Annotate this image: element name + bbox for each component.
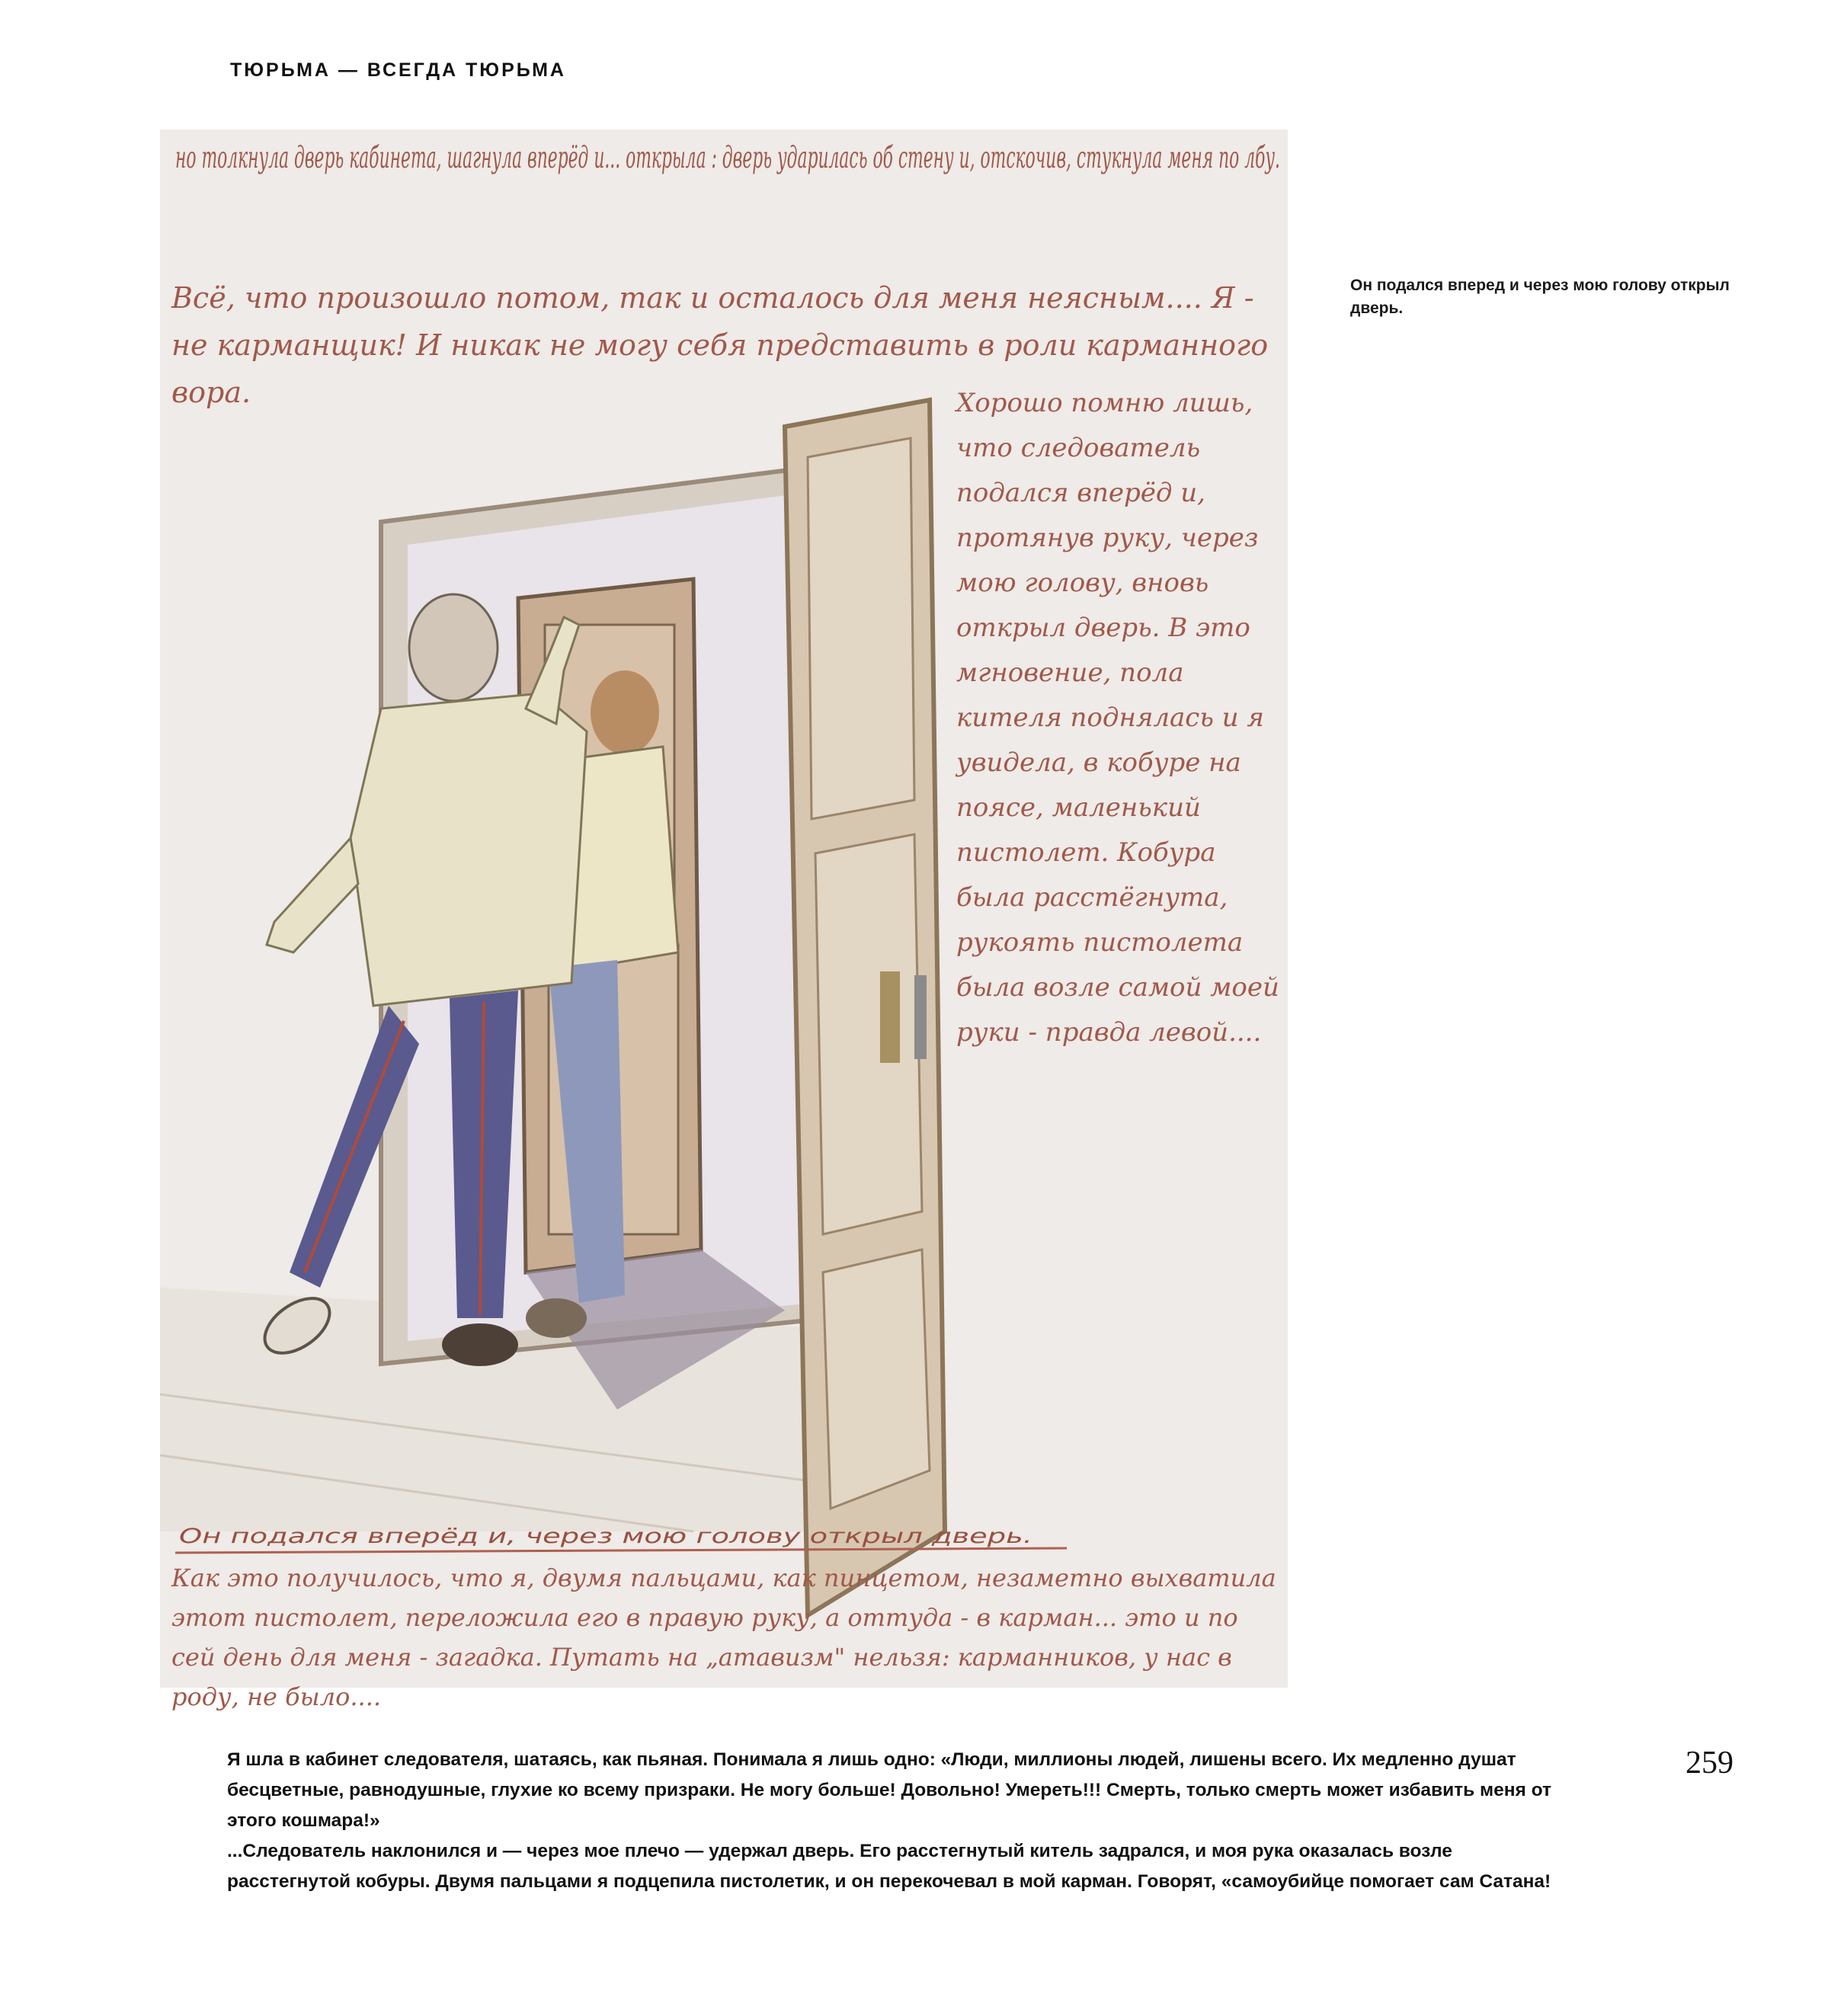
- man-head: [409, 594, 498, 701]
- handwriting-line: но толкнула дверь кабинета, шагнула вперёд и... открыла : дверь ударилась об стену и, отскочив, стукнула меня по лбу.: [175, 141, 1280, 175]
- body-text: [227, 1745, 1568, 1897]
- drawing-caption: Он подался вперёд и, через мою голову открыл дверь.: [179, 1525, 1032, 1548]
- side-caption: Он подался вперед и через мою голову открыл дверь.: [1350, 277, 1730, 317]
- handwriting-para-2: Всё, что произошло потом, так и осталось для меня неясным.... Я - не карманщик! И никак не могу себя представить в роли карманного вора.: [171, 281, 1269, 409]
- door-handle: [880, 971, 900, 1063]
- open-door-panel: [808, 438, 914, 819]
- child-shoe: [526, 1298, 587, 1338]
- handwriting-para-4: Как это получилось, что я, двумя пальцами, как пинцетом, незаметно выхватила этот пистолет, переложила его в правую руку, а оттуда - в карман... это и по сей день для меня - загадка. Путать на „атавизм" нельзя: карманников, у нас в роду, не было....: [171, 1563, 1276, 1711]
- body-paragraph: ...Следователь наклонился и — через мое плечо — удержал дверь. Его расстегнутый китель задрался, и моя рука оказалась возле расстегнутой кобуры. Двумя пальцами я подцепила пистолетик, и он перекочевал в мой карман. Говорят, «самоубийце помогает сам Сатана!: [227, 1841, 1551, 1892]
- open-door-panel: [823, 1250, 930, 1509]
- open-door-panel: [815, 834, 922, 1234]
- door-hinge: [914, 975, 927, 1059]
- page-number: 259: [1686, 1746, 1734, 1781]
- handwriting: [175, 141, 1280, 175]
- handwriting-paragraph: [171, 1558, 1280, 1711]
- body-paragraph: Я шла в кабинет следователя, шатаясь, как пьяная. Понимала я лишь одно: «Люди, миллионы людей, лишены всего. Их медленно душат бесцветные, равнодушные, глухие ко всему призраки. Не могу больше! Довольно! Умереть!!! Смерть, только смерть может избавить меня от этого кошмара!»: [227, 1749, 1552, 1831]
- running-header: ТЮРЬМА — ВСЕГДА ТЮРЬМА: [230, 59, 566, 81]
- man-shoe: [442, 1323, 518, 1366]
- handwriting-column: [956, 381, 1284, 1608]
- child-head: [591, 670, 659, 754]
- handwriting-para-3: Хорошо помню лишь, что следователь подался вперёд и, протянув руку, через мою голову, вновь открыл дверь. В это мгновение, пола кителя поднялась и я увидела, в кобуре на поясе, маленький пистолет. Кобура была расстёгнута, рукоять пистолета была возле самой моей руки - правда левой....: [956, 388, 1279, 1048]
- illustration-canvas: [160, 130, 1288, 1711]
- handwritten-illustration: [160, 130, 1288, 1711]
- man-jacket: [351, 693, 587, 1006]
